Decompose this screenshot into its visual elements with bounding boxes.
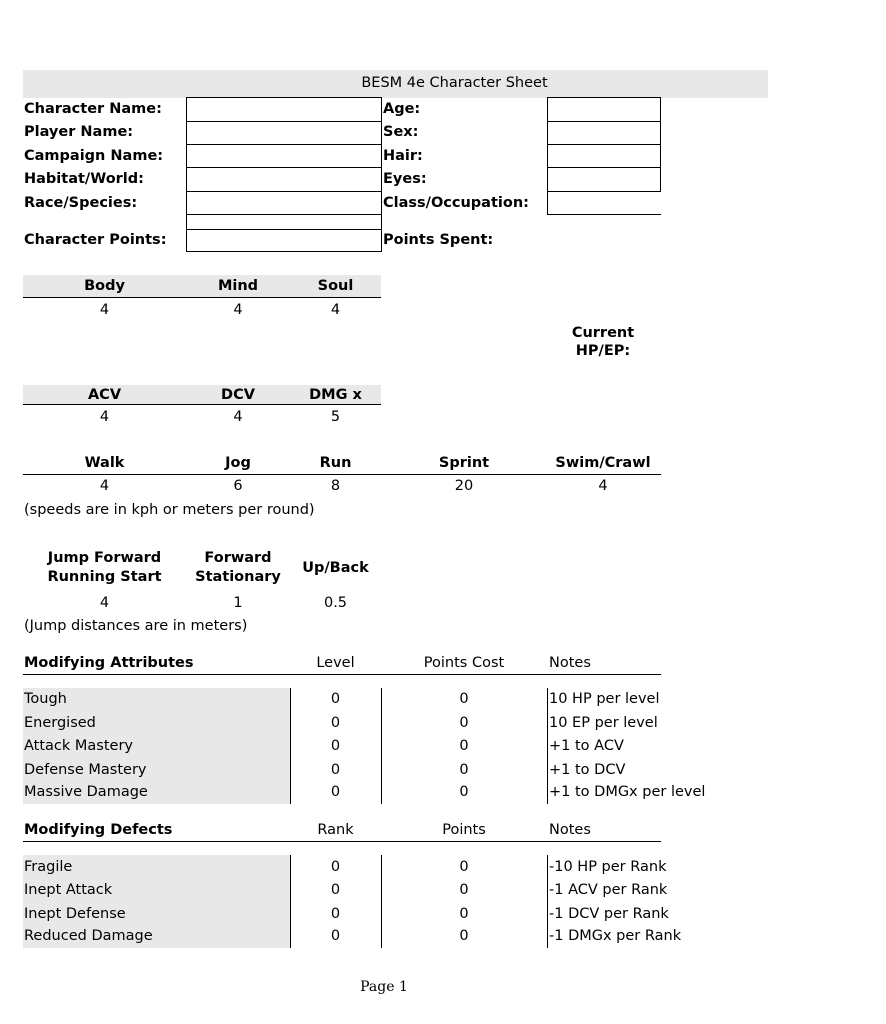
race-species-field[interactable] bbox=[186, 191, 382, 215]
defect-divider-3 bbox=[547, 855, 548, 948]
eyes-field[interactable] bbox=[547, 167, 661, 192]
dcv-value: 4 bbox=[233, 409, 243, 425]
points-spent-label: Points Spent: bbox=[383, 232, 494, 248]
defect-row-points: 0 bbox=[459, 928, 469, 944]
character-name-label: Character Name: bbox=[24, 101, 162, 117]
age-label: Age: bbox=[383, 101, 421, 117]
habitat-world-label: Habitat/World: bbox=[24, 171, 144, 187]
defect-notes-header: Notes bbox=[549, 822, 591, 838]
soul-value: 4 bbox=[330, 302, 341, 318]
eyes-label: Eyes: bbox=[383, 171, 427, 187]
attr-row-level[interactable]: 0 bbox=[330, 715, 341, 731]
sheet-title: BESM 4e Character Sheet bbox=[361, 75, 548, 91]
attr-row-notes: 10 HP per level bbox=[549, 691, 660, 707]
soul-header: Soul bbox=[317, 278, 354, 294]
attr-row-name: Defense Mastery bbox=[24, 762, 147, 778]
acv-value: 4 bbox=[99, 409, 110, 425]
attr-row-cost: 0 bbox=[459, 715, 469, 731]
spacer-field bbox=[186, 214, 382, 230]
jog-value: 6 bbox=[233, 478, 243, 494]
defect-rank-header: Rank bbox=[317, 822, 354, 838]
defect-row-points: 0 bbox=[459, 859, 469, 875]
defect-header-rule bbox=[23, 841, 661, 842]
attr-row-cost: 0 bbox=[459, 762, 469, 778]
current-hp-ep-label-1: Current bbox=[571, 325, 635, 341]
attr-cost-header: Points Cost bbox=[423, 655, 505, 671]
defect-row-points: 0 bbox=[459, 906, 469, 922]
attr-notes-header: Notes bbox=[549, 655, 591, 671]
defect-row-rank[interactable]: 0 bbox=[330, 906, 341, 922]
defect-row-name: Inept Defense bbox=[24, 906, 126, 922]
race-species-label: Race/Species: bbox=[24, 195, 138, 211]
sex-label: Sex: bbox=[383, 124, 419, 140]
jump-note: (Jump distances are in meters) bbox=[24, 618, 248, 634]
attr-row-cost: 0 bbox=[459, 784, 469, 800]
defect-row-rank[interactable]: 0 bbox=[330, 928, 341, 944]
age-field[interactable] bbox=[547, 97, 661, 122]
defect-row-name: Reduced Damage bbox=[24, 928, 153, 944]
current-hp-ep-label-2: HP/EP: bbox=[575, 343, 631, 359]
movement-header-rule bbox=[23, 474, 661, 475]
defect-row-notes: -1 ACV per Rank bbox=[549, 882, 668, 898]
campaign-name-label: Campaign Name: bbox=[24, 148, 164, 164]
attr-row-cost: 0 bbox=[459, 691, 469, 707]
run-value: 8 bbox=[330, 478, 341, 494]
jog-header: Jog bbox=[225, 455, 251, 471]
walk-value: 4 bbox=[99, 478, 110, 494]
dcv-header: DCV bbox=[221, 387, 255, 403]
character-name-field[interactable] bbox=[186, 97, 382, 122]
attr-header-rule bbox=[23, 674, 661, 675]
class-occupation-field[interactable] bbox=[547, 191, 661, 215]
attr-row-level[interactable]: 0 bbox=[330, 784, 341, 800]
defect-row-notes: -1 DCV per Rank bbox=[549, 906, 669, 922]
attr-row-name: Massive Damage bbox=[24, 784, 148, 800]
run-header: Run bbox=[319, 455, 352, 471]
character-points-label: Character Points: bbox=[24, 232, 167, 248]
stats-header-rule bbox=[23, 297, 381, 298]
jump-stationary-value: 1 bbox=[233, 595, 243, 611]
defect-row-notes: -1 DMGx per Rank bbox=[549, 928, 682, 944]
player-name-field[interactable] bbox=[186, 121, 382, 145]
modifying-defects-title: Modifying Defects bbox=[24, 822, 173, 838]
sex-field[interactable] bbox=[547, 121, 661, 145]
player-name-label: Player Name: bbox=[24, 124, 134, 140]
swim-crawl-header: Swim/Crawl bbox=[555, 455, 651, 471]
attr-row-notes: +1 to DCV bbox=[549, 762, 626, 778]
mind-header: Mind bbox=[217, 278, 259, 294]
sprint-value: 20 bbox=[454, 478, 474, 494]
jump-forward-header-2: Running Start bbox=[47, 569, 162, 585]
mind-value: 4 bbox=[233, 302, 243, 318]
defect-row-name: Inept Attack bbox=[24, 882, 113, 898]
modifying-attributes-title: Modifying Attributes bbox=[24, 655, 194, 671]
attr-row-level[interactable]: 0 bbox=[330, 762, 341, 778]
attr-row-cost: 0 bbox=[459, 738, 469, 754]
walk-header: Walk bbox=[84, 455, 125, 471]
body-value: 4 bbox=[99, 302, 110, 318]
class-occupation-label: Class/Occupation: bbox=[383, 195, 529, 211]
attr-row-name: Energised bbox=[24, 715, 96, 731]
campaign-name-field[interactable] bbox=[186, 144, 382, 168]
defect-row-rank[interactable]: 0 bbox=[330, 859, 341, 875]
swim-crawl-value: 4 bbox=[598, 478, 608, 494]
up-back-header: Up/Back bbox=[302, 560, 369, 576]
attr-row-notes: +1 to ACV bbox=[549, 738, 624, 754]
page-number: Page 1 bbox=[360, 979, 408, 995]
defect-row-points: 0 bbox=[459, 882, 469, 898]
defect-row-notes: -10 HP per Rank bbox=[549, 859, 667, 875]
forward-stationary-header-2: Stationary bbox=[195, 569, 281, 585]
habitat-world-field[interactable] bbox=[186, 167, 382, 192]
attr-row-notes: 10 EP per level bbox=[549, 715, 658, 731]
attr-row-level[interactable]: 0 bbox=[330, 691, 341, 707]
defect-row-name: Fragile bbox=[24, 859, 73, 875]
attr-row-notes: +1 to DMGx per level bbox=[549, 784, 706, 800]
attr-level-header: Level bbox=[316, 655, 355, 671]
hair-label: Hair: bbox=[383, 148, 423, 164]
forward-stationary-header-1: Forward bbox=[204, 550, 272, 566]
attr-divider-3 bbox=[547, 688, 548, 804]
attr-row-name: Attack Mastery bbox=[24, 738, 133, 754]
sprint-header: Sprint bbox=[438, 455, 490, 471]
body-header: Body bbox=[84, 278, 125, 294]
attr-row-level[interactable]: 0 bbox=[330, 738, 341, 754]
speed-note: (speeds are in kph or meters per round) bbox=[24, 502, 315, 518]
defect-row-rank[interactable]: 0 bbox=[330, 882, 341, 898]
dmg-x-value: 5 bbox=[330, 409, 341, 425]
dmg-x-header: DMG x bbox=[309, 387, 362, 403]
attr-row-name: Tough bbox=[24, 691, 67, 707]
jump-running-value: 4 bbox=[99, 595, 110, 611]
acv-header: ACV bbox=[87, 387, 122, 403]
hair-field[interactable] bbox=[547, 144, 661, 168]
character-points-field[interactable] bbox=[186, 229, 382, 252]
jump-forward-header-1: Jump Forward bbox=[47, 550, 162, 566]
defect-points-header: Points bbox=[442, 822, 486, 838]
jump-up-back-value: 0.5 bbox=[323, 595, 348, 611]
combat-header-rule bbox=[23, 404, 381, 405]
